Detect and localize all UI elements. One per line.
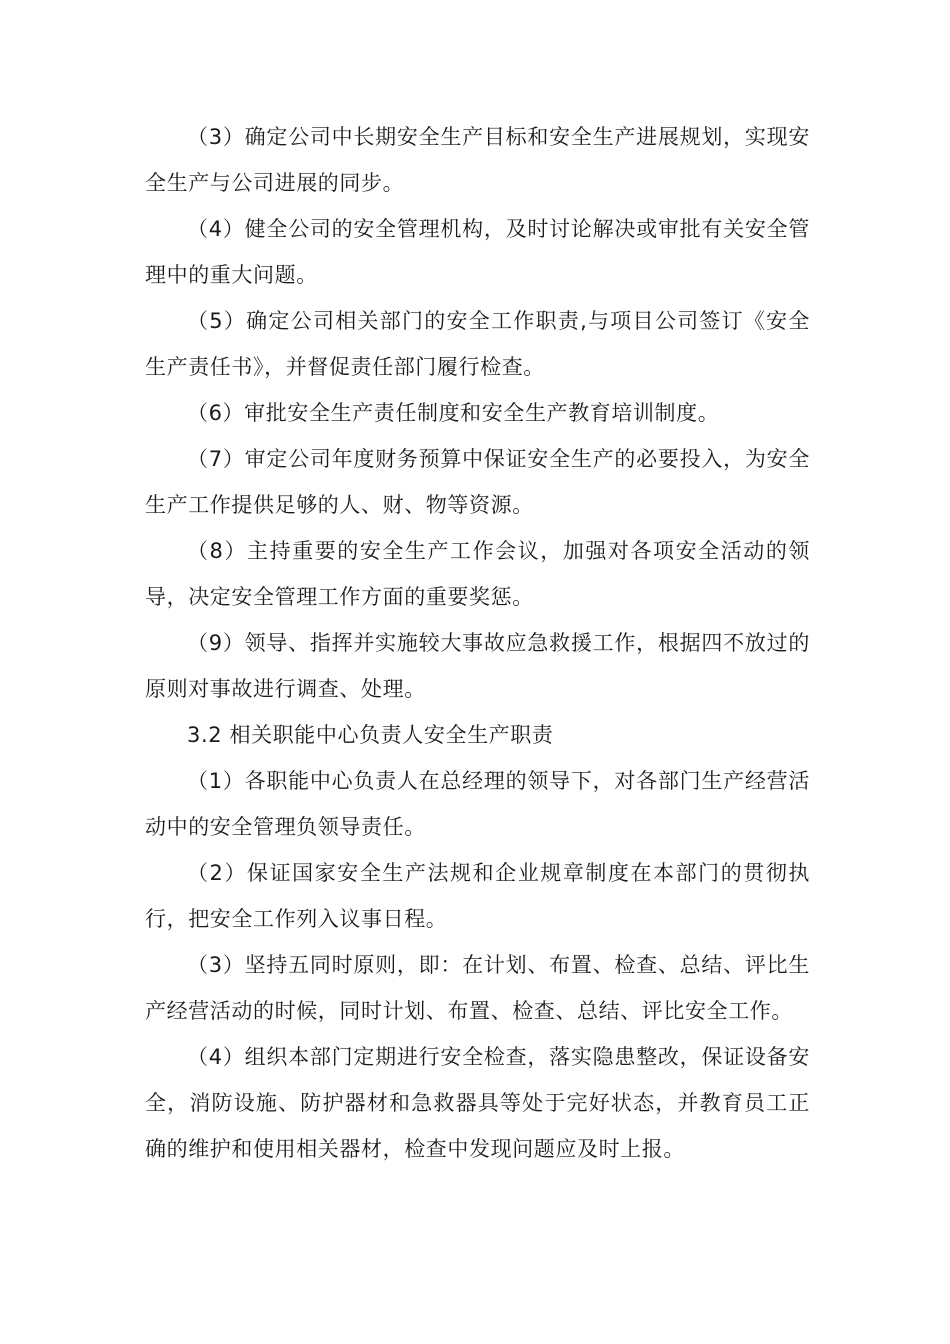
paragraph-duty-4: （4）组织本部门定期进行安全检查，落实隐患整改，保证设备安全，消防设施、防护器材和急救器具等处于完好状态，并教育员工正确的维护和使用相关器材，检查中发现问题应及时上报。 <box>145 1045 810 1161</box>
paragraph-duty-1: （1）各职能中心负责人在总经理的领导下，对各部门生产经营活动中的安全管理负领导责任。 <box>145 769 810 839</box>
paragraph-item-8: （8）主持重要的安全生产工作会议，加强对各项安全活动的领导，决定安全管理工作方面的重要奖惩。 <box>145 539 810 609</box>
paragraph-item-5: （5）确定公司相关部门的安全工作职责,与项目公司签订《安全生产责任书》，并督促责任部门履行检查。 <box>145 309 810 379</box>
paragraph-item-9: （9）领导、指挥并实施较大事故应急救援工作，根据四不放过的原则对事故进行调查、处理。 <box>145 631 810 701</box>
paragraph-item-7: （7）审定公司年度财务预算中保证安全生产的必要投入，为安全生产工作提供足够的人、财、物等资源。 <box>145 447 810 517</box>
section-heading: 3.2 相关职能中心负责人安全生产职责 <box>187 723 554 747</box>
paragraph-item-6: （6）审批安全生产责任制度和安全生产教育培训制度。 <box>187 401 720 425</box>
paragraph-duty-2: （2）保证国家安全生产法规和企业规章制度在本部门的贯彻执行，把安全工作列入议事日程。 <box>145 861 810 931</box>
paragraph-item-4: （4）健全公司的安全管理机构，及时讨论解决或审批有关安全管理中的重大问题。 <box>145 217 810 287</box>
document-body <box>145 114 810 1172</box>
paragraph-item-3: （3）确定公司中长期安全生产目标和安全生产进展规划，实现安全生产与公司进展的同步。 <box>145 125 810 195</box>
paragraph-duty-3: （3）坚持五同时原则，即：在计划、布置、检查、总结、评比生产经营活动的时候，同时计划、布置、检查、总结、评比安全工作。 <box>145 953 810 1023</box>
